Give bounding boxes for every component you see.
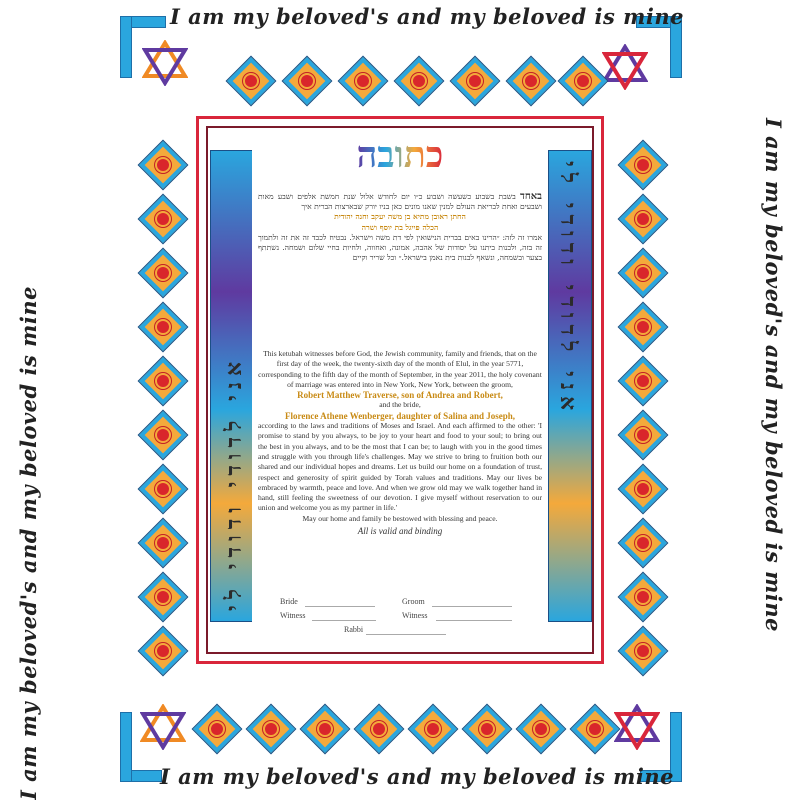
sig-line-witness-2 bbox=[436, 620, 512, 621]
hebrew-body-2: אמרו זה לזה: ״הרינו באים בברית הנישואין לפי דת משה וישראל. נבטיח לכבד זה את זה ולתמוך זה בזה, ולבנות ביתנו על יסודות של אהבה, אמונה, ואחווה, ולחיות בחיי שלום ושמחה. נשתתף בצער ובשמחה, ונשאף לבנות בית נאמן בישראל.״ וכל שריר וקיים bbox=[258, 232, 542, 263]
hebrew-body-1: בשבת בשבוע כשעשה ושבוע כ״ו יום לחודש אלול שנת חמשת אלפים ושבע מאות ושבעים ואחת לבריאת העולם למנין שאנו מונים כאן בניו יורק שבארצות הברית איך bbox=[258, 192, 542, 212]
sidebar-verse-left: אני לדודי ודודי לי bbox=[221, 355, 247, 611]
border-verse-right: I am my beloved's and my beloved is mine bbox=[761, 118, 786, 632]
ketubah-heading bbox=[295, 134, 505, 176]
bride-name: Florence Athene Wenberger, daughter of Salina and Joseph, bbox=[285, 410, 515, 421]
flower-tile-icon bbox=[283, 57, 331, 105]
sig-label-rabbi: Rabbi bbox=[344, 625, 364, 634]
star-of-david-icon bbox=[142, 40, 188, 86]
flower-tile-icon bbox=[247, 705, 295, 753]
sidebar-verse-right: אני לדודי ודודי לי bbox=[555, 161, 581, 417]
flower-tile-icon bbox=[355, 705, 403, 753]
sig-line-groom bbox=[432, 606, 512, 607]
star-of-david-icon bbox=[140, 704, 186, 750]
and-the-bride: and the bride, bbox=[379, 400, 421, 410]
flower-tile-icon bbox=[463, 705, 511, 753]
hebrew-text-block bbox=[258, 192, 542, 263]
border-verse-top: I am my beloved's and my beloved is mine bbox=[170, 4, 684, 29]
hebrew-groom-name: החתן ראובן מתיא בן משה יעקב וחנה יהודית bbox=[334, 212, 466, 222]
flower-tile-icon bbox=[139, 303, 187, 351]
sig-line-witness-1 bbox=[312, 620, 376, 621]
flower-tile-icon bbox=[139, 573, 187, 621]
flower-tile-icon bbox=[571, 705, 619, 753]
flower-tile-icon bbox=[227, 57, 275, 105]
sig-label-bride: Bride bbox=[280, 597, 298, 606]
flower-tile-icon bbox=[139, 195, 187, 243]
flower-tile-icon bbox=[507, 57, 555, 105]
flower-tile-icon bbox=[139, 411, 187, 459]
sig-label-witness-2: Witness bbox=[402, 611, 428, 620]
sig-line-bride bbox=[305, 606, 375, 607]
english-paragraph-2: according to the laws and traditions of Moses and Israel. And each affirmed to the other: 'I promise to stand by you always, to be joy to your heart and food to your soul; to bring out the best in you always, and to be the most that I can be; to laugh with you in the good times and struggle with you through life's challenges. May we strive to bring to fruition both our shared and our individual hopes and dreams. Let us build our home on a foundation of trust, respect and generosity of spirit guided by Torah values and traditions. May our lives be embraced by warmth, peace and love. And when we grow old may we walk together hand in hand, still feeling the sweetness of our devotion. I give myself without reservation to our union and welcome you as my partner in life.' bbox=[258, 421, 542, 513]
flower-tile-icon bbox=[451, 57, 499, 105]
flower-tile-icon bbox=[619, 519, 667, 567]
flower-tile-icon bbox=[619, 303, 667, 351]
border-rule-top-left-vertical bbox=[120, 16, 132, 78]
sig-label-witness-1: Witness bbox=[280, 611, 306, 620]
english-text-block bbox=[258, 349, 542, 536]
hebrew-lead-word: באחד bbox=[520, 191, 542, 202]
flower-tile-icon bbox=[619, 195, 667, 243]
flower-tile-icon bbox=[193, 705, 241, 753]
flower-tile-icon bbox=[559, 57, 607, 105]
flower-tile-icon bbox=[139, 627, 187, 675]
flower-tile-icon bbox=[517, 705, 565, 753]
closing-line: May our home and family be bestowed with blessing and peace. bbox=[302, 513, 498, 523]
hebrew-bride-name: הכלה פייגל בת יוסף ושרה bbox=[361, 222, 439, 232]
flower-tile-icon bbox=[139, 249, 187, 297]
border-rule-bottom-left-vertical bbox=[120, 712, 132, 782]
hebrew-sidebar-right bbox=[548, 150, 592, 622]
flower-tile-icon bbox=[339, 57, 387, 105]
flower-tile-icon bbox=[619, 573, 667, 621]
flower-tile-icon bbox=[619, 465, 667, 513]
heading-text: כתובה bbox=[356, 134, 444, 176]
star-of-david-icon bbox=[614, 704, 660, 750]
border-verse-bottom: I am my beloved's and my beloved is mine bbox=[160, 764, 674, 789]
sig-line-rabbi bbox=[366, 634, 446, 635]
valid-binding-line: All is valid and binding bbox=[357, 526, 443, 537]
flower-tile-icon bbox=[619, 249, 667, 297]
hebrew-sidebar-left bbox=[210, 150, 254, 622]
star-of-david-icon bbox=[602, 44, 648, 90]
flower-tile-icon bbox=[619, 357, 667, 405]
flower-tile-icon bbox=[619, 627, 667, 675]
english-paragraph-1: This ketubah witnesses before God, the Jewish community, family and friends, that on the first day of the week, the twenty-sixth day of the month of Elul, in the year 5771, corresponding to the fifth day of the month of September, in the year 2011, the holy covenant of marriage was entered into in New York, New York, between the groom, bbox=[258, 349, 542, 389]
flower-tile-icon bbox=[139, 357, 187, 405]
flower-tile-icon bbox=[139, 141, 187, 189]
flower-tile-icon bbox=[395, 57, 443, 105]
flower-tile-icon bbox=[301, 705, 349, 753]
flower-tile-icon bbox=[409, 705, 457, 753]
groom-name: Robert Matthew Traverse, son of Andrea and Robert, bbox=[297, 390, 503, 401]
sig-label-groom: Groom bbox=[402, 597, 425, 606]
flower-tile-icon bbox=[139, 519, 187, 567]
border-verse-left: I am my beloved's and my beloved is mine bbox=[16, 286, 41, 800]
flower-tile-icon bbox=[619, 411, 667, 459]
flower-tile-icon bbox=[619, 141, 667, 189]
flower-tile-icon bbox=[139, 465, 187, 513]
